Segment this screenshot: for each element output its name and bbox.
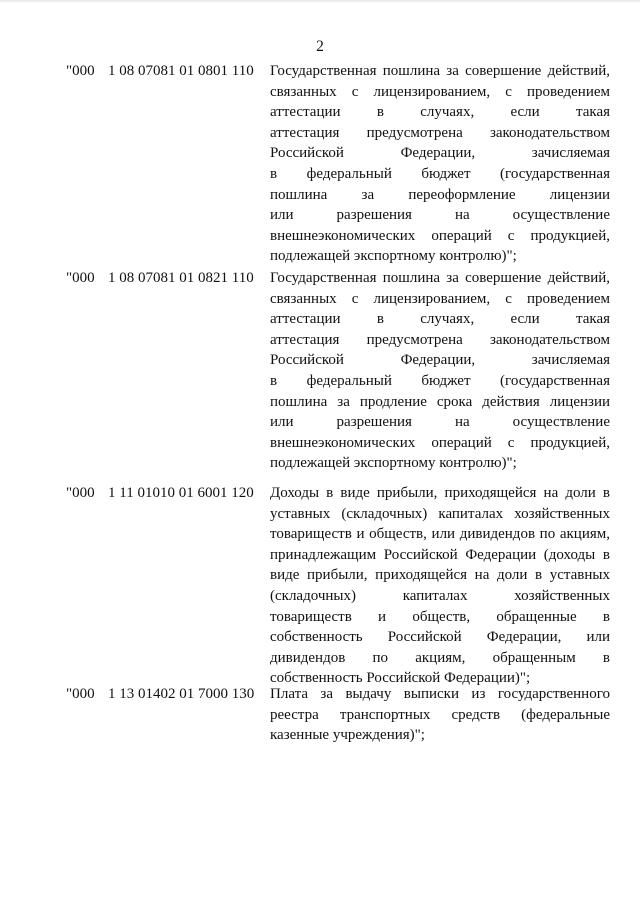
description-line: аттестации в случаях, если такая [270, 104, 610, 121]
description-line: Российской Федерации, зачисляемая [270, 352, 610, 369]
description-line: пошлина за продление срока действия лицензии [270, 393, 610, 410]
entry-description [270, 483, 610, 689]
entry-description [270, 61, 610, 267]
admin-code: "000 [66, 63, 95, 79]
description-line: внешнеэкономических операций с продукцией, [270, 434, 610, 451]
description-line: Российской Федерации, зачисляемая [270, 145, 610, 162]
description-line: в федеральный бюджет (государственная [270, 372, 610, 389]
description-line: аттестация предусмотрена законодательством [270, 124, 610, 141]
description-line: уставных (складочных) капиталах хозяйственных [270, 505, 610, 522]
description-line: пошлина за переоформление лицензии [270, 186, 610, 203]
description-line: товариществ и обществ, или дивидендов по акциям, [270, 526, 610, 543]
description-line: Доходы в виде прибыли, приходящейся на доли в [270, 485, 610, 501]
entry-description [270, 268, 610, 474]
description-line: Государственная пошлина за совершение действий, [270, 63, 610, 79]
description-line: казенные учреждения)"; [270, 727, 425, 744]
description-line: Плата за выдачу выписки из государственного [270, 686, 610, 702]
description-line: связанных с лицензированием, с проведением [270, 290, 610, 307]
admin-code: "000 [66, 686, 95, 702]
kbk-code: 1 08 07081 01 0801 110 [108, 63, 254, 79]
description-line: товариществ и обществ, обращенные в [270, 608, 610, 625]
description-line: аттестации в случаях, если такая [270, 311, 610, 328]
description-line: подлежащей экспортному контролю)"; [270, 248, 517, 265]
description-line: собственность Российской Федерации, или [270, 629, 610, 646]
admin-code: "000 [66, 485, 95, 501]
description-line: внешнеэкономических операций с продукцией, [270, 227, 610, 244]
description-line: или разрешения на осуществление [270, 414, 610, 431]
description-line: виде прибыли, приходящейся на доли в уставных [270, 567, 610, 584]
description-line: Государственная пошлина за совершение действий, [270, 270, 610, 286]
page-number: 2 [316, 38, 324, 55]
admin-code: "000 [66, 270, 95, 286]
description-line: подлежащей экспортному контролю)"; [270, 455, 517, 472]
kbk-code: 1 13 01402 01 7000 130 [108, 686, 255, 702]
description-line: связанных с лицензированием, с проведением [270, 83, 610, 100]
description-line: или разрешения на осуществление [270, 207, 610, 224]
description-line: (складочных) капиталах хозяйственных [270, 587, 610, 604]
kbk-code: 1 08 07081 01 0821 110 [108, 270, 254, 286]
entry-description [270, 684, 610, 746]
description-line: аттестация предусмотрена законодательством [270, 331, 610, 348]
kbk-code: 1 11 01010 01 6001 120 [108, 485, 254, 501]
description-line: в федеральный бюджет (государственная [270, 165, 610, 182]
description-line: принадлежащим Российской Федерации (доходы в [270, 546, 610, 563]
description-line: реестра транспортных средств (федеральные [270, 706, 610, 723]
description-line: собственность Российской Федерации)"; [270, 670, 531, 687]
scan-top-edge [0, 0, 640, 3]
description-line: дивидендов по акциям, обращенным в [270, 649, 610, 666]
